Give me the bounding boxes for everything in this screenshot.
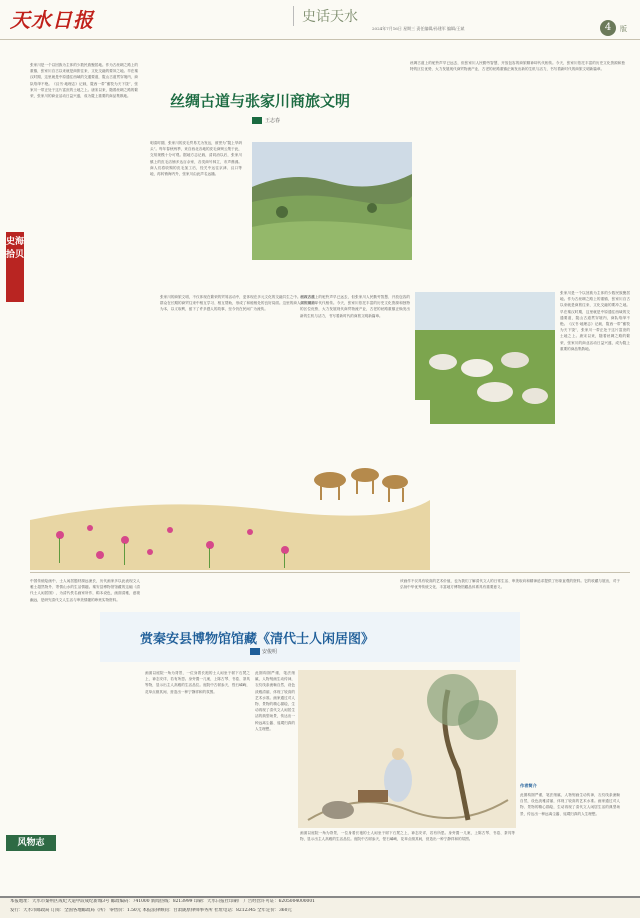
story2-col5: 此图构图严谨，笔法细腻，人物刻画生动传神，衣纹线条流畅自然，设色淡雅清丽，体现了较高的艺术水准。画家通过对人物、景物的精心描绘，生动再现了清代文人闲居生活的典型场景，传达出一种远离尘嚣、返璞归真的人生理想。	[520, 793, 620, 816]
story1-title: 丝绸古道与张家川商旅文明	[170, 92, 351, 110]
story1-col5: 张家川是一个以回族为主体的少数民族聚居地。作为古丝绸之路上的重镇，张家川自古以来就是商旅往来、文化交融的要冲之地。早在秦汉时期，这里就是中原通往西域的交通要道，陇山古道贯穿境内，商队络绎不绝。《汉书·地理志》记载，陇西一带“畜牧为天下饶”，张家川一带正处于这片富庶的土地之上。唐宋以来，随着丝绸之路的繁荣，张家川的商业活动日益兴盛，成为陇上重要的商品集散地。	[560, 291, 630, 351]
story1-col1: 张家川是一个以回族为主体的少数民族聚居地。作为古丝绸之路上的重镇，张家川自古以来就是商旅往来、文化交融的要冲之地。早在秦汉时期，这里就是中原通往西域的交通要道，陇山古道贯穿境内，商队络绎不绝。《汉书·地理志》记载，陇西一带“畜牧为天下饶”，张家川一带正处于这片富庶的土地之上。唐宋以来，随着丝绸之路的繁荣，张家川的商业活动日益兴盛，成为陇上重要的商品集散地。	[30, 63, 138, 99]
author-marker	[252, 117, 262, 124]
story2-col3: 此图构图严谨，笔法细腻，人物刻画生动传神，衣纹线条流畅自然，设色淡雅清丽，体现了较高的艺术水准。画家通过对人物、景物的精心描绘，生动再现了清代文人闲居生活的典型场景，传达出一种远离尘嚣、返璞归真的人生理想。	[255, 671, 295, 731]
sheep-grazing-photo	[415, 292, 555, 424]
story2-title: 赏秦安县博物馆馆藏《清代士人闲居图》	[140, 632, 375, 647]
scholar-painting-image	[298, 670, 516, 828]
story2-author: 安俊明	[262, 649, 278, 655]
story2-subhead: 作者简介	[520, 783, 537, 788]
story1-col3: 张家川的商旅文明，不仅体现在繁荣的贸易活动中，更体现在多元文化的交融共生之中。回汉各族群众在长期的商贸往来中相互学习、相互帮助，形成了和睦相处的良好局面。这里的商人讲究诚信为本，以义取利，留下了许多感人的故事，至今仍在民间广为流传。	[160, 295, 315, 312]
camel-caravan-illustration	[30, 400, 430, 570]
story2-col2: 画面以庭院一角为背景，一位身着长袍的士人闲坐于树下石凳之上，神态安详，若有所思。身旁置一几案，上陈古琴、书卷、茶具等物，显示出主人高雅的生活品位。庭院中古树参天，怪石嶙峋，花草点缀其间，营造出一种宁静祥和的氛围。	[145, 671, 250, 694]
story2-col6: 画面以庭院一角为背景，一位身着长袍的士人闲坐于树下石凳之上，神态安详，若有所思。身旁置一几案，上陈古琴、书卷、茶具等物，显示出主人高雅的生活品位。庭院中古树参天，怪石嶙峋，花草点缀其间，营造出一种宁静祥和的氛围。	[300, 831, 515, 842]
footer-info-line1: 本报地址：天水市秦州区成纪大道中段成纪新城3号 邮政编码：741000 新闻热线：8213999 印刷：天水日报社印刷厂 广告经营许可证：6205004000001	[10, 899, 315, 904]
footer-info-line2: 发行：天水市邮政局 订阅：全国各地邮政局（所） 零售价：1.50元 本报法律顾问：甘肃陇原律师事务所 社址电话：8212345 全年定价：360元	[10, 908, 292, 913]
story1-author: 王志春	[265, 118, 281, 124]
section-title: 史话天水	[293, 6, 358, 26]
side-tag-customs: 风物志	[6, 835, 56, 851]
edition-label: 版	[620, 25, 627, 33]
author-marker	[250, 648, 260, 655]
story1-col2: 明清时期，张家川的皮毛贸易尤为发达，被誉为“陇上旱码头”。每年春秋两季，来自西北各地的皮毛商贩云集于此，交易规模十分可观。据地方志记载，清同治以后，张家川镇上的皮毛店铺多达百余家，各类商号林立，市声鼎沸。商人们将收购的皮毛加工后，经关中运往京津、汉口等地，再转销海内外，张家川由此声名远播。	[150, 141, 242, 177]
page-number-badge: 4	[600, 20, 616, 36]
story2-col4: 该画作不仅具有较高的艺术价值，也为我们了解清代文人的日常生活、审美取向和精神追求提供了形象直观的资料。它的收藏与展出，对于弘扬中华优秀传统文化、丰富地方博物馆藏品体系具有重要意义。	[400, 579, 620, 590]
story1-col4: 丝绸古道上的驼铃声早已远去，但张家川人民勤劳智慧、开放包容的商旅精神却代代相传。今天，张家川依托丰富的历史文化资源和独特的区位优势，大力发展现代商贸物流产业，古老的丝路重镇正焕发出新的生机与活力，书写着新时代的商旅文明新篇章。	[410, 61, 625, 72]
section-divider	[30, 572, 630, 573]
paper-name-logo: 天水日报	[10, 8, 94, 32]
date-line: 2024年7月16日 星期三 责任编辑/孙建军 编辑/王斌	[372, 26, 465, 31]
grassland-landscape-photo	[252, 142, 412, 260]
side-tag-history: 史海拾贝	[6, 232, 24, 302]
story2-col1: 中国传统绘画中，士人闲居题材源远流长，历代画家多以此表现文人雅士超然物外、寄情山水的生活情趣。秦安县博物馆馆藏的这幅《清代士人闲居图》，为清代佚名画家所作，绢本设色，画面清雅，意境幽远，是研究清代文人生活与审美情趣的珍贵实物资料。	[30, 579, 140, 602]
story1-col3b: 丝绸古道上的驼铃声早已远去，但张家川人民勤劳智慧、开放包容的商旅精神却代代相传。今天，张家川依托丰富的历史文化资源和独特的区位优势，大力发展现代商贸物流产业，古老的丝路重镇正焕发出新的生机与活力，书写着新时代的商旅文明新篇章。	[300, 295, 410, 318]
